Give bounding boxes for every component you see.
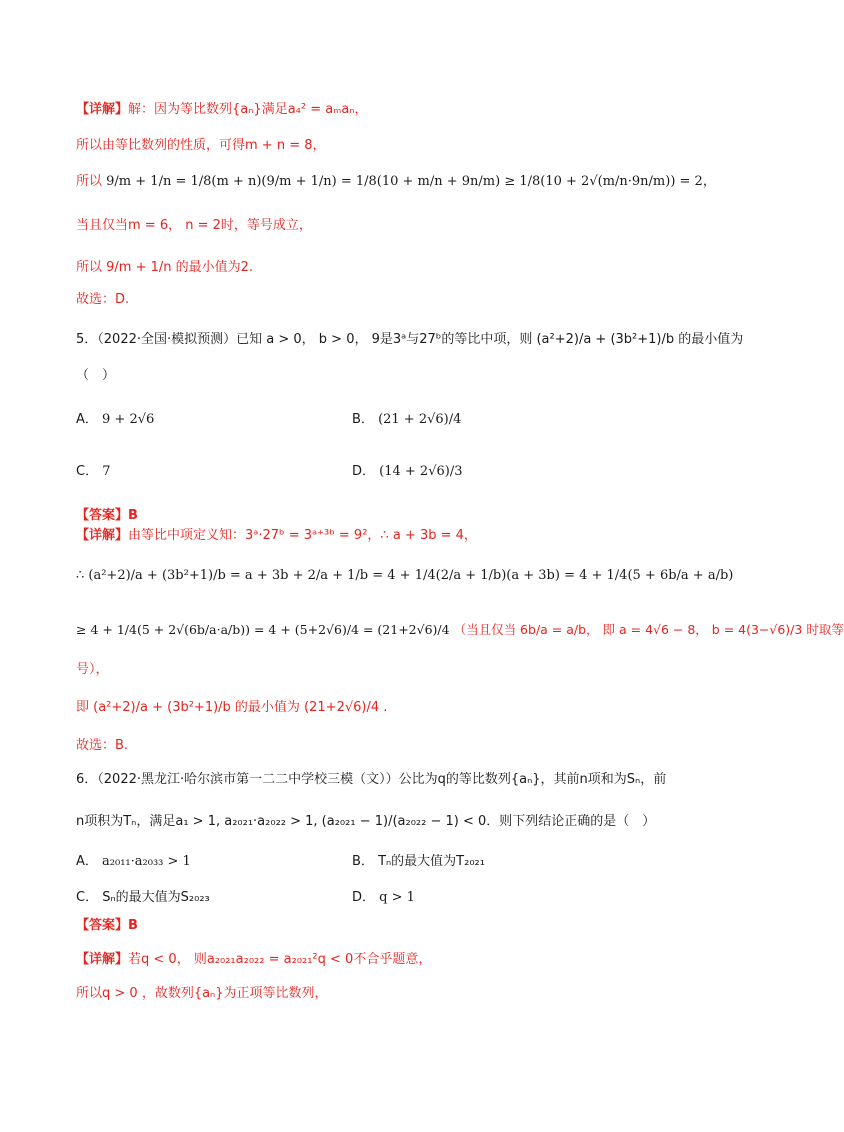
q5-option-a-label: A． [76, 412, 98, 427]
s4-text-1: 解：因为等比数列{aₙ}满足a₄² = aₘaₙ， [128, 102, 368, 117]
q5-option-d-label: D． [352, 464, 376, 479]
q5-detail-2: ∴ (a²+2)/a + (3b²+1)/b = a + 3b + 2/a + 1/b = 4 + 1/4(2/a + 1/b)(a + 3b) = 4 + 1/4(5 + 6b/a + a/b) [76, 568, 734, 583]
q5-option-b-value: (21 + 2√6)/4 [378, 412, 462, 427]
q6-stem-2: n项积为Tₙ，满足a₁ > 1, a₂₀₂₁·a₂₀₂₂ > 1, (a₂₀₂₁ − 1)/(a₂₀₂₂ − 1) < 0．则下列结论正确的是（ ） [76, 814, 656, 829]
q5-detail-tag: 【详解】 [76, 528, 129, 543]
q5-answer: 【答案】B [76, 508, 138, 523]
s4-line-4: 当且仅当m = 6， n = 2时，等号成立， [76, 218, 312, 233]
q5-option-a-value: 9 + 2√6 [102, 412, 155, 427]
q6-option-d-value: q > 1 [379, 890, 415, 905]
s4-line-6: 故选：D. [76, 292, 130, 307]
q5-detail-1 [76, 526, 477, 546]
q5-option-c-value: 7 [102, 464, 111, 479]
q5-option-c-label: C． [76, 464, 99, 479]
q6-option-c-value: Sₙ的最大值为S₂₀₂₃ [102, 890, 210, 905]
q6-stem-1: 6．（2022·黑龙江·哈尔滨市第一二二中学校三模（文））公比为q的等比数列{aₙ}，其前n项和为Sₙ，前 [76, 772, 667, 787]
s4-text-3-prefix: 所以 [76, 174, 103, 189]
s4-formula-1: 9/m + 1/n = 1/8(m + n)(9/m + 1/n) = 1/8(10 + m/n + 9n/m) ≥ 1/8(10 + 2√(m/n·9n/m)) = 2， [106, 174, 716, 189]
q6-detail-1 [76, 950, 431, 970]
q5-paren: （ ） [76, 368, 116, 383]
q6-option-a-label: A． [76, 854, 98, 869]
q6-answer: 【答案】B [76, 918, 138, 933]
q6-option-a [76, 852, 191, 872]
q5-detail-3-note: （当且仅当 6b/a = a/b， 即 a = 4√6 − 8， b = 4(3−√6)/3 时取等 [453, 622, 844, 637]
q6-option-b-value: Tₙ的最大值为T₂₀₂₁ [378, 854, 485, 869]
q6-detail-tag: 【详解】 [76, 952, 129, 967]
detail-tag: 【详解】 [76, 102, 129, 117]
s4-line-5: 所以 9/m + 1/n 的最小值为2. [76, 260, 254, 275]
q6-option-d-label: D． [352, 890, 376, 905]
q5-option-d [352, 462, 462, 482]
q5-option-d-value: (14 + 2√6)/3 [379, 464, 463, 479]
s4-line-2: 所以由等比数列的性质，可得m + n = 8， [76, 138, 326, 153]
q6-option-b [352, 852, 485, 872]
q5-detail-6: 故选：B. [76, 738, 129, 753]
q6-option-c-label: C． [76, 890, 99, 905]
q6-option-b-label: B． [352, 854, 374, 869]
s4-line-3 [76, 172, 716, 192]
q5-option-b [352, 410, 461, 430]
q5-detail-text-1: 由等比中项定义知：3ᵃ·27ᵇ = 3ᵃ⁺³ᵇ = 9²，∴ a + 3b = 4， [128, 528, 477, 543]
q5-option-b-label: B． [352, 412, 374, 427]
s4-line-1 [76, 100, 367, 120]
q6-detail-2: 所以q > 0 ，故数列{aₙ}为正项等比数列， [76, 986, 328, 1001]
q5-detail-4: 号）， [76, 662, 109, 677]
q5-option-c [76, 462, 111, 482]
q5-detail-3-formula: ≥ 4 + 1/4(5 + 2√(6b/a·a/b)) = 4 + (5+2√6)/4 = (21+2√6)/4 [76, 622, 450, 637]
q6-option-a-value: a₂₀₁₁·a₂₀₃₃ > 1 [102, 854, 191, 869]
q5-detail-3 [76, 620, 844, 640]
q5-detail-5: 即 (a²+2)/a + (3b²+1)/b 的最小值为 (21+2√6)/4 . [76, 700, 388, 715]
q5-stem: 5．（2022·全国·模拟预测）已知 a > 0， b > 0， 9是3ᵃ与27ᵇ的等比中项，则 (a²+2)/a + (3b²+1)/b 的最小值为 [76, 332, 744, 347]
q6-detail-text-1: 若q < 0， 则a₂₀₂₁a₂₀₂₂ = a₂₀₂₁²q < 0不合乎题意， [128, 952, 432, 967]
q6-option-c [76, 888, 210, 908]
q6-option-d [352, 888, 415, 908]
q5-option-a [76, 410, 154, 430]
